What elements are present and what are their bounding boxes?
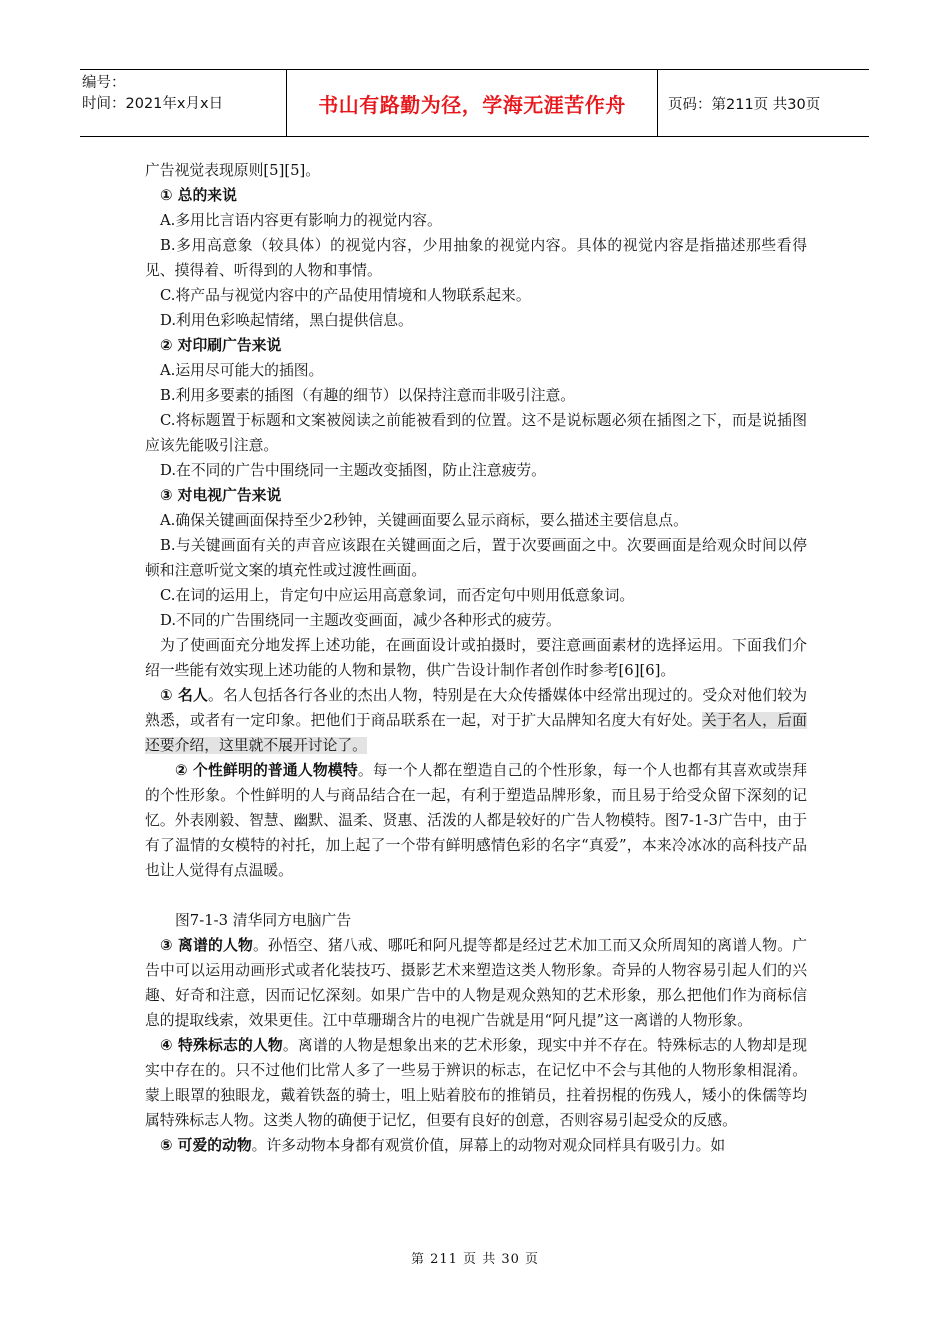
term-text: 。离谱的人物是想象出来的艺术形象，现实中并不存在。特殊标志的人物却是现实中存在的。只不过他们比常人多了一些易于辨识的标志，在记忆中不会与其他的人物形象相混淆。蒙上眼罩的独眼龙，戴着铁盔的骑士，咀上贴着胶布的推销员，拄着拐棍的伤残人，矮小的侏儒等均属特殊标志人物。这类人物的确便于记忆，但要有良好的创意，否则容易引起受众的反感。	[145, 1037, 807, 1129]
paragraph	[145, 1033, 807, 1133]
term-text: 。孙悟空、猪八戒、哪吒和阿凡提等都是经过艺术加工而又众所周知的离谱人物。广告中可以运用动画形式或者化装技巧、摄影艺术来塑造这类人物形象。奇异的人物容易引起人们的兴趣、好奇和注意，因而记忆深刻。如果广告中的人物是观众熟知的艺术形象，那么把他们作为商标信息的提取线索，效果更佳。江中草珊瑚含片的电视广告就是用“阿凡提”这一离谱的人物形象。	[145, 937, 807, 1029]
page-header	[80, 69, 869, 137]
document-body	[145, 158, 807, 1158]
header-page-label: 页码：第211页 共30页	[668, 96, 821, 113]
list-item: C.将产品与视觉内容中的产品使用情境和人物联系起来。	[160, 287, 531, 304]
time-label: 时间：2021年x月x日	[82, 96, 224, 112]
paragraph	[145, 933, 807, 1033]
term-text: 。许多动物本身都有观赏价值，屏幕上的动物对观众同样具有吸引力。如	[251, 1137, 726, 1154]
list-item: B.多用高意象（较具体）的视觉内容，少用抽象的视觉内容。具体的视觉内容是指描述那些看得见、摸得着、听得到的人物和事情。	[145, 237, 807, 279]
section-title: ① 总的来说	[160, 187, 237, 204]
list-item: C.将标题置于标题和文案被阅读之前能被看到的位置。这不是说标题必须在插图之下，而是说插图应该先能吸引注意。	[145, 412, 807, 454]
paragraph	[145, 1133, 807, 1158]
list-item: D.在不同的广告中围绕同一主题改变插图，防止注意疲劳。	[160, 462, 546, 479]
term-text: 。每一个人都在塑造自己的个性形象，每一个人也都有其喜欢或崇拜的个性形象。个性鲜明的人与商品结合在一起，有利于塑造品牌形象，而且易于给受众留下深刻的记忆。外表刚毅、智慧、幽默、温柔、贤惠、活泼的人都是较好的广告人物模特。图7-1-3广告中，由于有了温情的女模特的衬托，加上起了一个带有鲜明感情色彩的名字“真爱”，本来冷冰冰的高科技产品也让人觉得有点温暖。	[145, 762, 807, 879]
term-title: ② 个性鲜明的普通人物模特	[175, 762, 358, 779]
section-title: ② 对印刷广告来说	[160, 337, 282, 354]
page-footer: 第 211 页 共 30 页	[410, 1252, 540, 1267]
term-title: ④ 特殊标志的人物	[160, 1037, 283, 1054]
list-item: D.不同的广告围绕同一主题改变画面，减少各种形式的疲劳。	[160, 612, 561, 629]
figure-space	[145, 883, 807, 908]
highlighted-text: 关于名人，后面还要介绍，这里就不展开讨论了。	[145, 712, 807, 754]
figure-caption: 图7-1-3 清华同方电脑广告	[175, 912, 352, 929]
term-text: 。名人包括各行各业的杰出人物，特别是在大众传播媒体中经常出现过的。受众对他们较为熟悉，或者有一定印象。把他们于商品联系在一起，对于扩大品牌知名度大有好处。	[145, 687, 807, 729]
list-item: B.利用多要素的插图（有趣的细节）以保持注意而非吸引注意。	[160, 387, 576, 404]
term-title: ① 名人	[160, 687, 209, 704]
list-item: C.在词的运用上，肯定句中应运用高意象词，而否定句中则用低意象词。	[160, 587, 635, 604]
header-motto: 书山有路勤为径，学海无涯苦作舟	[287, 70, 658, 136]
paragraph	[145, 758, 807, 883]
paragraph: 为了使画面充分地发挥上述功能，在画面设计或拍摄时，要注意画面素材的选择运用。下面我们介绍一些能有效实现上述功能的人物和景物，供广告设计制作者创作时参考[6][6]。	[145, 637, 807, 679]
intro-line: 广告视觉表现原则[5][5]。	[145, 162, 321, 179]
section-title: ③ 对电视广告来说	[160, 487, 282, 504]
paragraph	[145, 683, 807, 758]
term-title: ⑤ 可爱的动物	[160, 1137, 252, 1154]
list-item: A.多用比言语内容更有影响力的视觉内容。	[160, 212, 442, 229]
term-title: ③ 离谱的人物	[160, 937, 253, 954]
list-item: A.确保关键画面保持至少2秒钟，关键画面要么显示商标，要么描述主要信息点。	[160, 512, 688, 529]
header-info-cell	[80, 70, 287, 136]
list-item: B.与关键画面有关的声音应该跟在关键画面之后，置于次要画面之中。次要画面是给观众时间以停顿和注意听觉文案的填充性或过渡性画面。	[145, 537, 807, 579]
number-label: 编号：	[82, 75, 126, 91]
list-item: D.利用色彩唤起情绪，黑白提供信息。	[160, 312, 413, 329]
list-item: A.运用尽可能大的插图。	[160, 362, 324, 379]
